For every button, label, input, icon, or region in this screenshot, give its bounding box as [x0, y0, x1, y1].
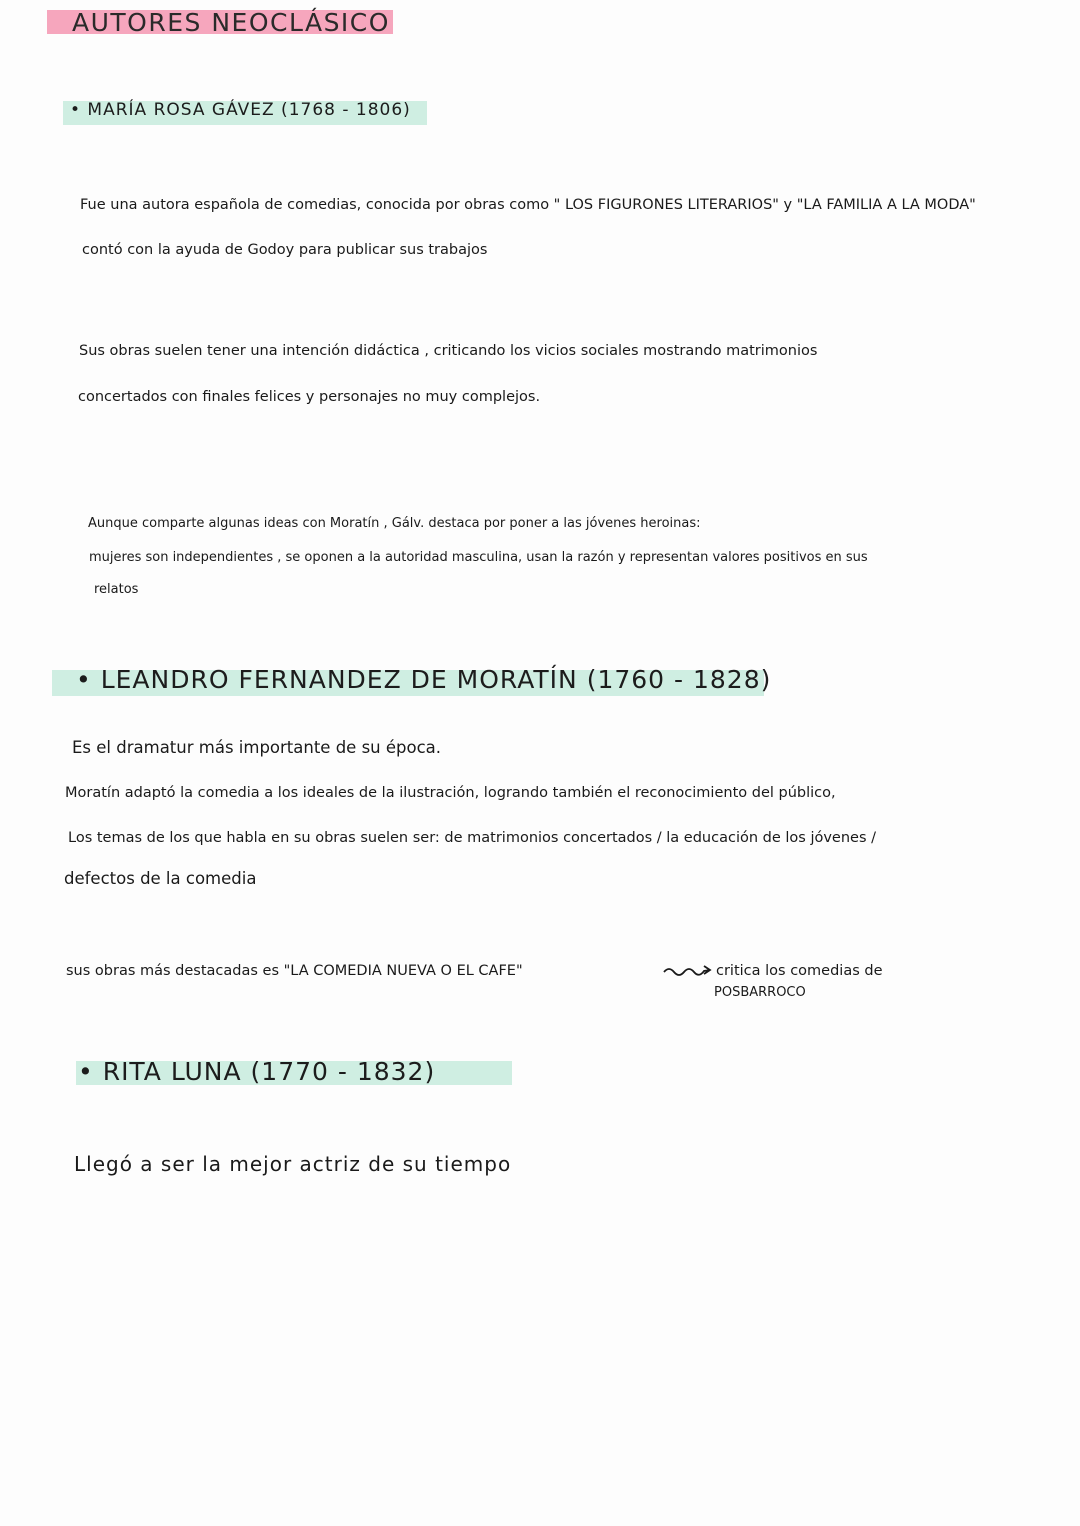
galvez-p1-line1: Fue una autora española de comedias, conocida por obras como " LOS FIGURONES LITERARIOS" y "LA FAMILIA A LA MODA" — [80, 197, 976, 213]
galvez-p1-line2: contó con la ayuda de Godoy para publicar sus trabajos — [82, 242, 488, 258]
luna-heading: • RITA LUNA (1770 - 1832) — [78, 1057, 436, 1086]
moratin-note2: POSBARROCO — [714, 985, 806, 1000]
moratin-heading: • LEANDRO FERNANDEZ DE MORATÍN (1760 - 1828) — [76, 665, 772, 694]
galvez-p2-line1: Sus obras suelen tener una intención didáctica , criticando los vicios sociales mostrando matrimonios — [79, 343, 818, 359]
page-title: AUTORES NEOCLÁSICO — [72, 8, 390, 37]
galvez-p3-line1: Aunque comparte algunas ideas con Moratín , Gálv. destaca por poner a las jóvenes heroinas: — [88, 516, 701, 531]
moratin-line5: sus obras más destacadas es "LA COMEDIA NUEVA O EL CAFE" — [66, 963, 523, 979]
squiggle-arrow-icon — [662, 963, 712, 977]
moratin-line1: Es el dramatur más importante de su época. — [72, 738, 442, 757]
galvez-p3-line3: relatos — [94, 582, 139, 597]
moratin-line3: Los temas de los que habla en su obras suelen ser: de matrimonios concertados / la educación de los jóvenes / — [68, 830, 876, 846]
moratin-line4: defectos de la comedia — [64, 869, 257, 888]
galvez-p2-line2: concertados con finales felices y personajes no muy complejos. — [78, 389, 541, 405]
moratin-note: critica los comedias de — [716, 963, 883, 979]
galvez-heading: • MARÍA ROSA GÁVEZ (1768 - 1806) — [70, 100, 411, 120]
luna-line1: Llegó a ser la mejor actriz de su tiempo — [74, 1152, 512, 1176]
moratin-line2: Moratín adaptó la comedia a los ideales de la ilustración, logrando también el reconocimiento del público, — [65, 785, 836, 801]
galvez-p3-line2: mujeres son independientes , se oponen a la autoridad masculina, usan la razón y representan valores positivos en sus — [89, 550, 868, 565]
